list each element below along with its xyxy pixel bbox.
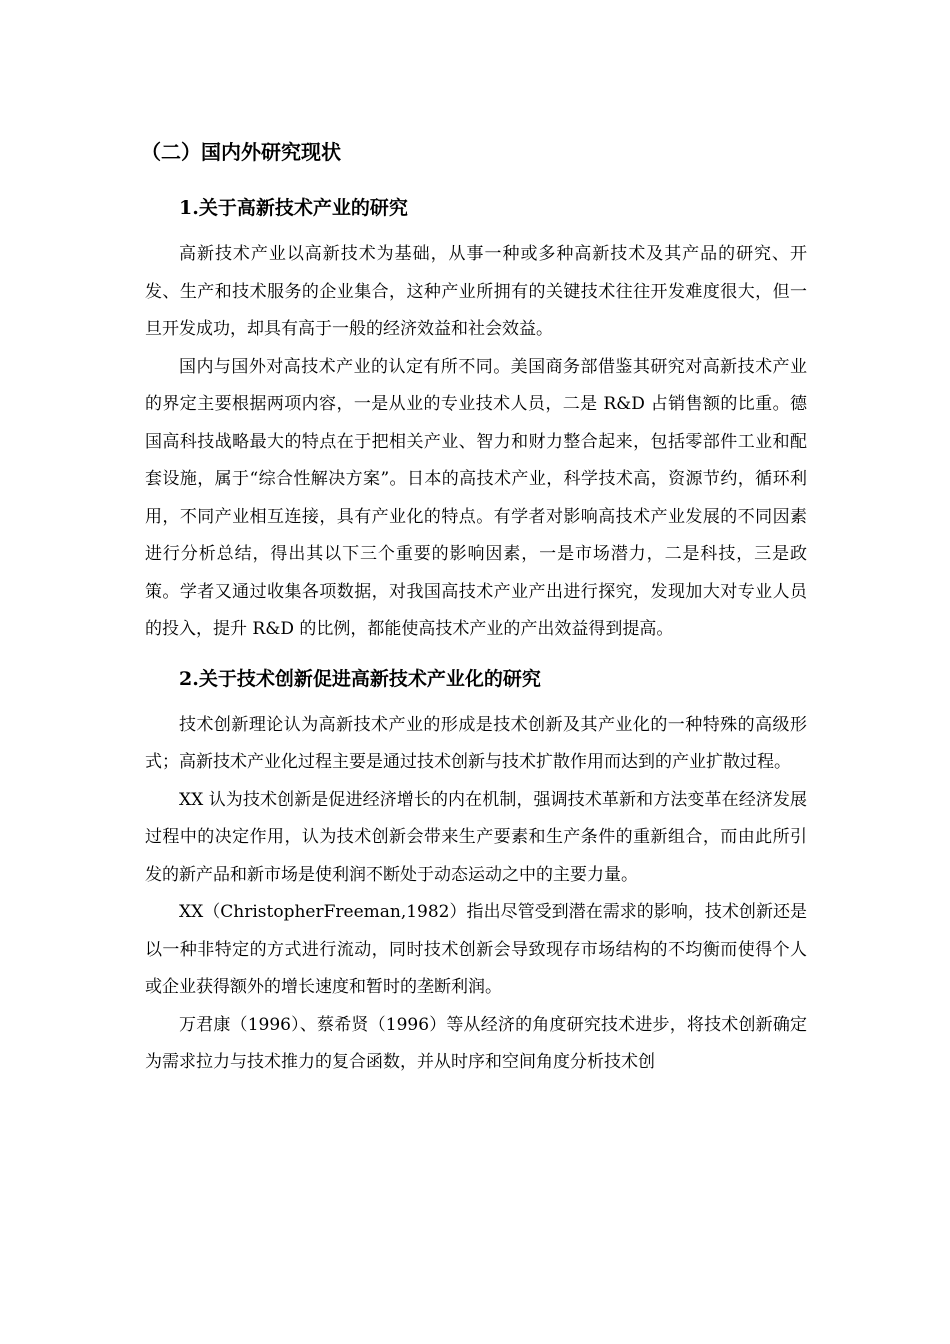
- paragraph: 技术创新理论认为高新技术产业的形成是技术创新及其产业化的一种特殊的高级形式；高新技术产业化过程主要是通过技术创新与技术扩散作用而达到的产业扩散过程。: [145, 714, 807, 772]
- document-body: [141, 130, 807, 1082]
- spacer: [145, 649, 807, 657]
- subsection-heading-2: 2.关于技术创新促进高新技术产业化的研究: [179, 667, 541, 690]
- paragraph: XX（ChristopherFreeman,1982）指出尽管受到潜在需求的影响，技术创新还是以一种非特定的方式进行流动，同时技术创新会导致现存市场结构的不均衡而使得个人或企业获得额外的增长速度和暂时的垄断利润。: [145, 902, 807, 997]
- paragraph: 万君康（1996）、蔡希贤（1996）等从经济的角度研究技术进步，将技术创新确定为需求拉力与技术推力的复合函数，并从时序和空间角度分析技术创: [145, 1014, 807, 1072]
- paragraph: XX 认为技术创新是促进经济增长的内在机制，强调技术革新和方法变革在经济发展过程中的决定作用，认为技术创新会带来生产要素和生产条件的重新组合，而由此所引发的新产品和新市场是使利润不断处于动态运动之中的主要力量。: [145, 789, 807, 885]
- paragraph: 国内与国外对高技术产业的认定有所不同。美国商务部借鉴其研究对高新技术产业的界定主要根据两项内容，一是从业的专业技术人员，二是 R&D 占销售额的比重。德国高科技战略最大的特点在于把相关产业、智力和财力整合起来，包括零部件工业和配套设施，属于“综合性解决方案”。日本的高技术产业，科学技术高，资源节约，循环利用，不同产业相互连接，具有产业化的特点。有学者对影响高技术产业发展的不同因素进行分析总结，得出其以下三个重要的影响因素，一是市场潜力，二是科技，三是政策。学者又通过收集各项数据，对我国高技术产业产出进行探究，发现加大对专业人员的投入，提升 R&D 的比例，都能使高技术产业的产出效益得到提高。: [145, 356, 807, 639]
- section-title: （二）国内外研究现状: [141, 140, 341, 164]
- subsection-heading-1: 1.关于高新技术产业的研究: [179, 197, 408, 219]
- paragraph: 高新技术产业以高新技术为基础，从事一种或多种高新技术及其产品的研究、开发、生产和技术服务的企业集合，这种产业所拥有的关键技术往往开发难度很大，但一旦开发成功，却具有高于一般的经济效益和社会效益。: [145, 244, 807, 339]
